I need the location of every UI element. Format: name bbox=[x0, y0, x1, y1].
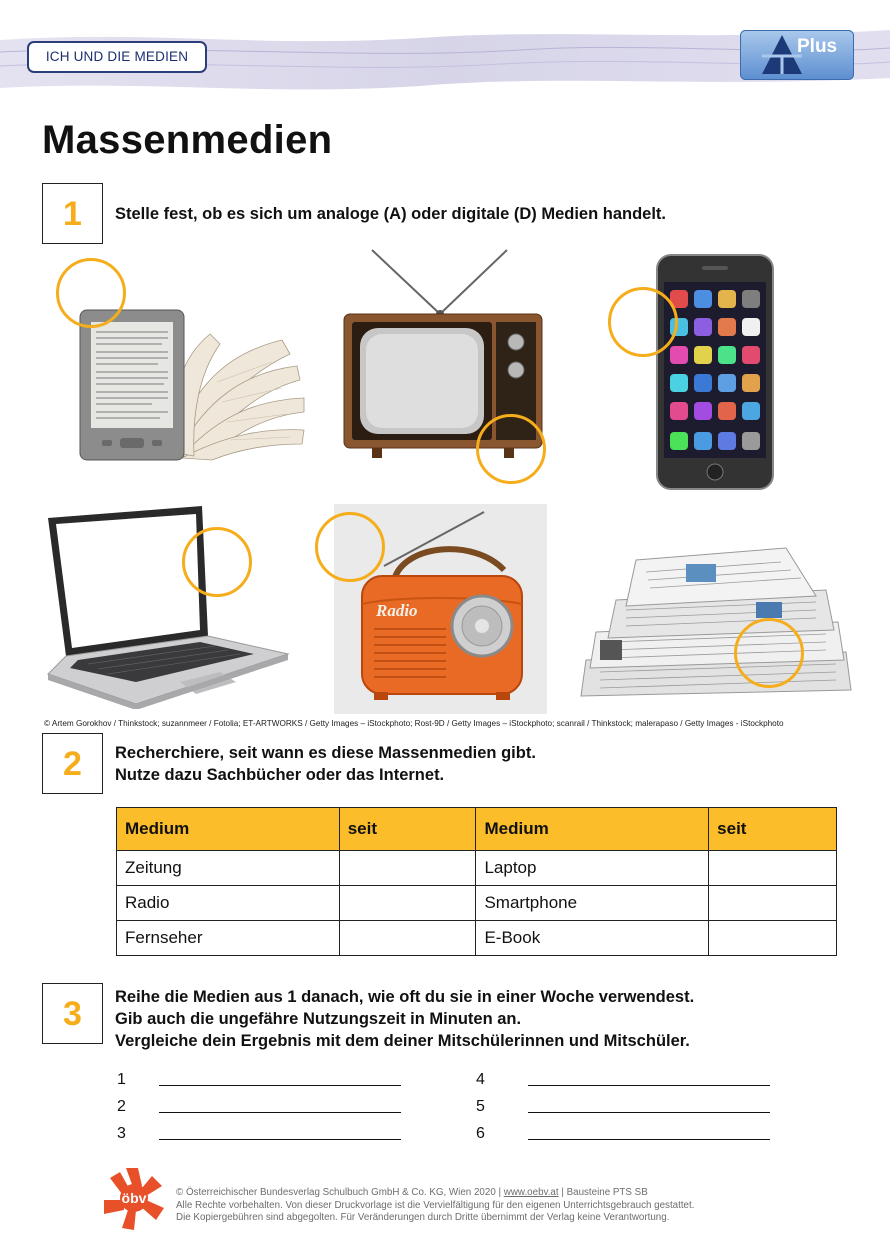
footer-copyright: © Österreichischer Bundesverlag Schulbuch GmbH & Co. KG, Wien 2020 | bbox=[176, 1187, 504, 1198]
header-since-1: seit bbox=[339, 808, 476, 851]
task-3-instruction-line-3: Vergleiche dein Ergebnis mit dem deiner Mitschülerinnen und Mitschüler. bbox=[115, 1032, 690, 1050]
answer-number: 2 bbox=[117, 1098, 126, 1115]
oebv-logo bbox=[104, 1168, 164, 1230]
answer-number: 3 bbox=[117, 1125, 126, 1142]
since-input-cell[interactable] bbox=[709, 851, 837, 886]
media-since-table bbox=[116, 807, 837, 956]
answer-number: 1 bbox=[117, 1071, 126, 1088]
laptop-image bbox=[40, 504, 290, 709]
header-medium-1: Medium bbox=[117, 808, 340, 851]
footer-series: | Bausteine PTS SB bbox=[558, 1187, 648, 1198]
medium-cell: Laptop bbox=[476, 851, 709, 886]
page-title: Massenmedien bbox=[42, 118, 333, 162]
answer-circle-smartphone[interactable] bbox=[608, 287, 678, 357]
plus-badge-logo bbox=[740, 30, 854, 80]
task-2-instruction bbox=[115, 742, 536, 786]
answer-circle-laptop[interactable] bbox=[182, 527, 252, 597]
since-input-cell[interactable] bbox=[339, 921, 476, 956]
since-input-cell[interactable] bbox=[709, 886, 837, 921]
table-row bbox=[117, 851, 837, 886]
task-3-instruction-line-1: Reihe die Medien aus 1 danach, wie oft du sie in einer Woche verwendest. bbox=[115, 988, 695, 1006]
task-3-instruction-line-2: Gib auch die ungefähre Nutzungszeit in Minuten an. bbox=[115, 1010, 522, 1028]
task-1-instruction: Stelle fest, ob es sich um analoge (A) oder digitale (D) Medien handelt. bbox=[115, 205, 667, 223]
footer-legal bbox=[176, 1187, 694, 1225]
image-credits: © Artem Gorokhov / Thinkstock; suzannmeer / Fotolia; ET-ARTWORKS / Getty Images – iStockphoto; Rost-9D / Getty Images – iStockphoto; scanrail / Thinkstock; malerapaso / Getty Images - iStockphoto bbox=[44, 719, 784, 728]
task-3-number: 3 bbox=[42, 983, 103, 1044]
table-row bbox=[117, 921, 837, 956]
answer-circle-television[interactable] bbox=[476, 414, 546, 484]
newspapers-image bbox=[576, 540, 856, 698]
answer-circle-newspaper[interactable] bbox=[734, 618, 804, 688]
footer-line-2: Alle Rechte vorbehalten. Von dieser Druckvorlage ist die Vervielfältigung für den eigenen Unterrichtsgebrauch gestattet. bbox=[176, 1199, 695, 1211]
answer-number: 5 bbox=[476, 1098, 485, 1115]
smartphone-image bbox=[656, 254, 774, 490]
medium-cell: Smartphone bbox=[476, 886, 709, 921]
table-row bbox=[117, 886, 837, 921]
task-1-number: 1 bbox=[42, 183, 103, 244]
medium-cell: Fernseher bbox=[117, 921, 340, 956]
since-input-cell[interactable] bbox=[339, 851, 476, 886]
task-2-instruction-line-1: Recherchiere, seit wann es diese Massenmedien gibt. bbox=[115, 744, 536, 762]
answer-circle-ebook[interactable] bbox=[56, 258, 126, 328]
medium-cell: Radio bbox=[117, 886, 340, 921]
task-3-instruction bbox=[115, 986, 694, 1052]
header-since-2: seit bbox=[709, 808, 837, 851]
medium-cell: E-Book bbox=[476, 921, 709, 956]
task-2-instruction-line-2: Nutze dazu Sachbücher oder das Internet. bbox=[115, 766, 445, 784]
table-header-row bbox=[117, 808, 837, 851]
answer-circle-radio[interactable] bbox=[315, 512, 385, 582]
since-input-cell[interactable] bbox=[709, 921, 837, 956]
plus-badge-text: Plus bbox=[797, 36, 838, 57]
radio-brand-label: Radio bbox=[376, 601, 418, 620]
publisher-link[interactable]: www.oebv.at bbox=[503, 1187, 559, 1198]
answer-number: 6 bbox=[476, 1125, 485, 1142]
task-2-number: 2 bbox=[42, 733, 103, 794]
footer-line-3: Die Kopiergebühren sind abgegolten. Für Veränderungen durch Dritte übernimmt der Verlag keine Verantwortung. bbox=[176, 1212, 670, 1223]
since-input-cell[interactable] bbox=[339, 886, 476, 921]
footer-line-1 bbox=[176, 1187, 694, 1200]
oebv-logo-text: öbv bbox=[121, 1190, 147, 1206]
header-medium-2: Medium bbox=[476, 808, 709, 851]
medium-cell: Zeitung bbox=[117, 851, 340, 886]
answer-number: 4 bbox=[476, 1071, 485, 1088]
chapter-tag: ICH UND DIE MEDIEN bbox=[27, 41, 207, 73]
